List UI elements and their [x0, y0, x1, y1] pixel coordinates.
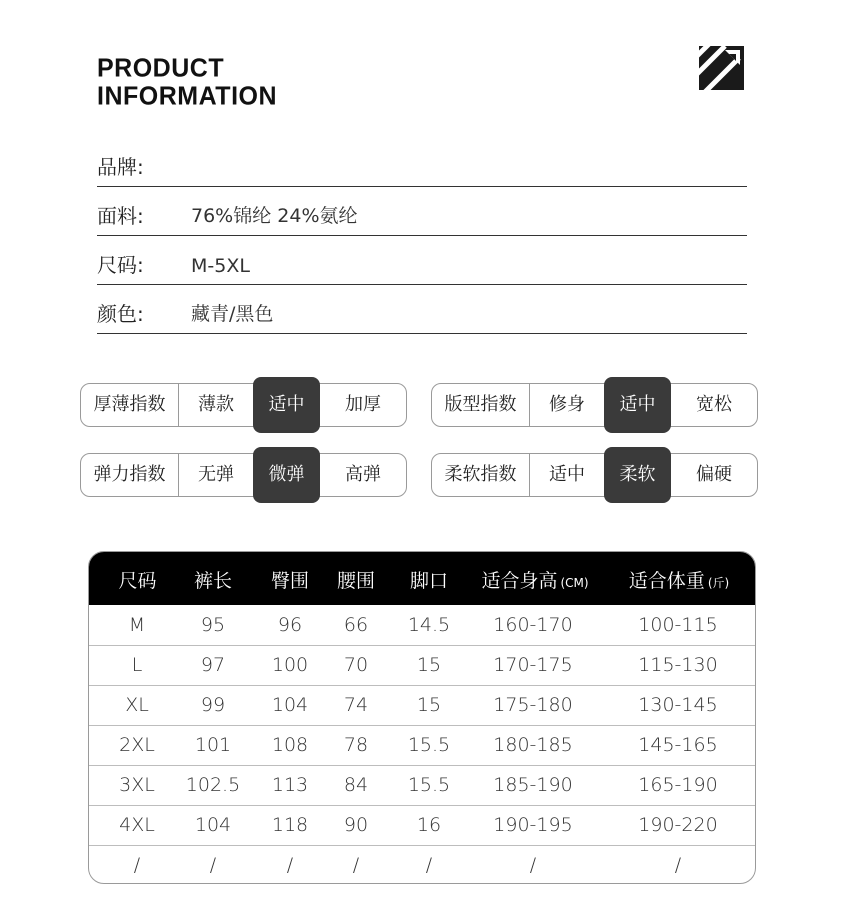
fit-option-loose[interactable]: 宽松: [696, 394, 732, 415]
table-cell: 190-195: [493, 814, 573, 836]
thickness-option-thick[interactable]: 加厚: [345, 394, 381, 415]
table-cell: L: [131, 654, 143, 676]
table-cell: 95: [200, 614, 226, 636]
elasticity-option-none[interactable]: 无弹: [198, 464, 234, 485]
info-row-color: [97, 285, 747, 334]
softness-option-medium[interactable]: 适中: [549, 464, 585, 485]
table-cell: M: [128, 614, 146, 636]
table-header-cell: 裤长: [193, 570, 232, 592]
table-header-cell: 尺码: [118, 570, 157, 592]
table-header: [89, 552, 755, 605]
table-cell: 180-185: [493, 734, 573, 756]
table-cell: /: [425, 854, 433, 876]
fit-option-slim[interactable]: 修身: [549, 394, 585, 415]
table-cell: 104: [271, 694, 309, 716]
table-row: [89, 845, 755, 884]
table-cell: 15.5: [407, 774, 451, 796]
title-line-2: INFORMATION: [97, 81, 278, 111]
table-row: [89, 805, 755, 846]
table-header-cell: 适合体重 (斤): [628, 570, 730, 592]
table-cell: 99: [200, 694, 226, 716]
table-cell: 2XL: [119, 734, 155, 756]
table-cell: 15: [416, 694, 442, 716]
info-label: 尺码:: [97, 253, 144, 277]
table-cell: 185-190: [493, 774, 573, 796]
table-cell: 15: [416, 654, 442, 676]
table-header-cell: 脚口: [409, 570, 448, 592]
table-cell: 4XL: [119, 814, 155, 836]
table-cell: 115-130: [638, 654, 718, 676]
table-cell: 16: [416, 814, 442, 836]
table-cell: 3XL: [119, 774, 155, 796]
table-cell: /: [352, 854, 360, 876]
info-value: M-5XL: [191, 255, 250, 277]
table-cell: 190-220: [638, 814, 718, 836]
thickness-option-thin[interactable]: 薄款: [198, 394, 234, 415]
table-cell: /: [286, 854, 294, 876]
table-cell: 90: [343, 814, 369, 836]
info-row-fabric: [97, 187, 747, 236]
table-row: [89, 725, 755, 766]
table-cell: 15.5: [407, 734, 451, 756]
table-cell: 145-165: [638, 734, 718, 756]
table-cell: 100-115: [638, 614, 718, 636]
table-cell: 66: [343, 614, 369, 636]
thickness-index: [80, 383, 407, 427]
elasticity-index: [80, 453, 407, 497]
info-row-size: [97, 236, 747, 285]
table-cell: 170-175: [493, 654, 573, 676]
info-row-brand: [97, 138, 747, 187]
table-cell: /: [209, 854, 217, 876]
table-cell: 102.5: [185, 774, 241, 796]
table-cell: 97: [200, 654, 226, 676]
info-label: 颜色:: [97, 302, 144, 326]
table-cell: 113: [271, 774, 309, 796]
table-cell: /: [529, 854, 537, 876]
info-label: 面料:: [97, 204, 144, 228]
product-information-title: [97, 54, 277, 110]
size-table: [88, 551, 756, 884]
table-cell: 165-190: [638, 774, 718, 796]
softness-option-stiff[interactable]: 偏硬: [696, 464, 732, 485]
table-cell: 84: [343, 774, 369, 796]
info-value: 76%锦纶 24%氨纶: [191, 205, 358, 227]
info-value: 藏青/黑色: [191, 303, 274, 325]
table-header-cell: 适合身高 (CM): [481, 570, 589, 592]
table-cell: 78: [343, 734, 369, 756]
thickness-index-label: 厚薄指数: [81, 384, 179, 426]
table-cell: 130-145: [638, 694, 718, 716]
table-cell: 70: [343, 654, 369, 676]
softness-index-label: 柔软指数: [432, 454, 530, 496]
elasticity-index-label: 弹力指数: [81, 454, 179, 496]
table-cell: 175-180: [493, 694, 573, 716]
table-cell: 100: [271, 654, 309, 676]
table-cell: 74: [343, 694, 369, 716]
table-cell: 104: [194, 814, 232, 836]
table-cell: 118: [271, 814, 309, 836]
table-row: [89, 605, 755, 646]
table-cell: 96: [277, 614, 303, 636]
arrow-stripes-logo-icon: [699, 46, 744, 90]
table-row: [89, 765, 755, 806]
elasticity-option-slight[interactable]: 微弹: [253, 447, 320, 503]
table-cell: /: [674, 854, 682, 876]
table-cell: 108: [271, 734, 309, 756]
elasticity-option-high[interactable]: 高弹: [345, 464, 381, 485]
table-cell: 14.5: [407, 614, 451, 636]
softness-index: [431, 453, 758, 497]
table-header-cell: 臀围: [270, 570, 309, 592]
info-label: 品牌:: [97, 155, 144, 179]
table-header-cell: 腰围: [336, 570, 375, 592]
fit-option-regular[interactable]: 适中: [604, 377, 671, 433]
table-cell: /: [133, 854, 141, 876]
thickness-option-medium[interactable]: 适中: [253, 377, 320, 433]
table-row: [89, 645, 755, 686]
fit-index-label: 版型指数: [432, 384, 530, 426]
fit-index: [431, 383, 758, 427]
title-line-1: PRODUCT: [97, 53, 225, 83]
table-row: [89, 685, 755, 726]
table-cell: 101: [194, 734, 232, 756]
softness-option-soft[interactable]: 柔软: [604, 447, 671, 503]
table-cell: 160-170: [493, 614, 573, 636]
table-cell: XL: [125, 694, 149, 716]
